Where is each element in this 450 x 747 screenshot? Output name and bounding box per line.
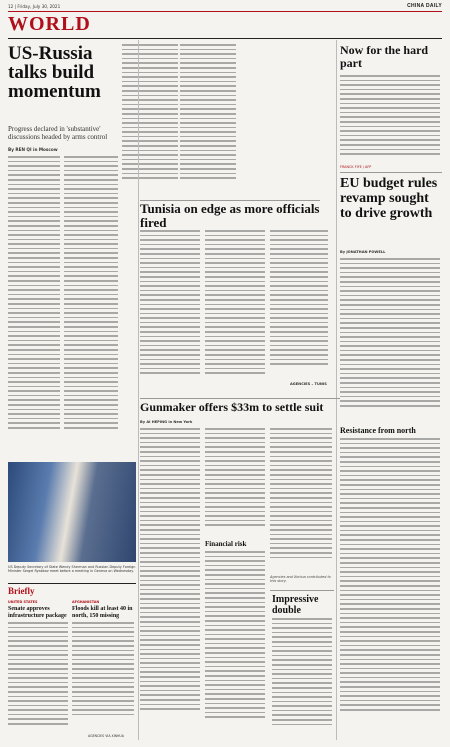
briefly-label: Briefly bbox=[8, 586, 35, 596]
briefly-item-1-region: UNITED STATES bbox=[8, 600, 38, 604]
eu-subhead: Resistance from north bbox=[340, 426, 416, 435]
gunmaker-body-col3 bbox=[270, 428, 332, 573]
tunisia-body-col3 bbox=[270, 230, 328, 380]
gunmaker-body-col2b bbox=[205, 551, 265, 738]
lead-headline: US-Russia talks build momentum bbox=[8, 43, 101, 102]
briefly-source: AGENCIES VIA XINHUA bbox=[88, 734, 124, 738]
lead-deck: Progress declared in 'substantive' discussions headed by arms control bbox=[8, 125, 108, 141]
impressive-body bbox=[272, 618, 332, 738]
briefly-item-2-title: Floods kill at least 40 in north, 150 missing bbox=[72, 606, 133, 619]
tunisia-headline: Tunisia on edge as more officials fired bbox=[140, 201, 320, 230]
right-teaser-text bbox=[340, 75, 440, 167]
lead-body-col2 bbox=[64, 156, 118, 456]
page-info: 12 | Friday, July 30, 2021 bbox=[8, 4, 61, 9]
gunmaker-source: Agencies and Xinhua contributed to this story. bbox=[270, 575, 331, 584]
eu-headline: EU budget rules revamp sought to drive growth bbox=[340, 176, 438, 221]
gunmaker-headline: Gunmaker offers $33m to settle suit bbox=[140, 400, 324, 414]
eu-body-2 bbox=[340, 438, 440, 738]
briefly-item-2-region: AFGHANISTAN bbox=[72, 600, 100, 604]
briefly-item-1-body bbox=[8, 622, 68, 738]
eu-byline: By JONATHAN POWELL bbox=[340, 250, 386, 254]
right-headline: Now for the hard part bbox=[340, 43, 429, 70]
briefly-item-1-title: Senate approves infrastructure package bbox=[8, 606, 67, 619]
tunisia-body-col2 bbox=[205, 230, 265, 390]
briefly-item-2-body bbox=[72, 622, 134, 730]
gunmaker-body-col2a bbox=[205, 428, 265, 538]
lead-photo bbox=[8, 462, 136, 562]
eu-body-1 bbox=[340, 258, 440, 423]
tunisia-body-col1 bbox=[140, 230, 200, 390]
impressive-headline: Impressive double bbox=[272, 594, 319, 616]
gunmaker-body-col1 bbox=[140, 428, 200, 738]
gunmaker-subhead: Financial risk bbox=[205, 540, 247, 548]
section-title: WORLD bbox=[8, 13, 91, 35]
lead-body-col1 bbox=[8, 156, 60, 456]
lead-body-col4 bbox=[180, 44, 236, 194]
tunisia-source: AGENCIES – TUNIS bbox=[290, 382, 327, 386]
lead-body-col3 bbox=[122, 44, 178, 194]
right-photo-credit: FRANCK FIFE / AFP bbox=[340, 165, 372, 169]
publication-name: CHINA DAILY bbox=[407, 3, 442, 9]
lead-photo-caption: US Deputy Secretary of State Wendy Sherman and Russian Deputy Foreign Minister Sergei Ryabkov meet before a meeting in Geneva on Wednesday. bbox=[8, 565, 136, 574]
gunmaker-byline: By AI HEPING in New York bbox=[140, 420, 193, 424]
lead-byline: By REN QI in Moscow bbox=[8, 147, 58, 152]
